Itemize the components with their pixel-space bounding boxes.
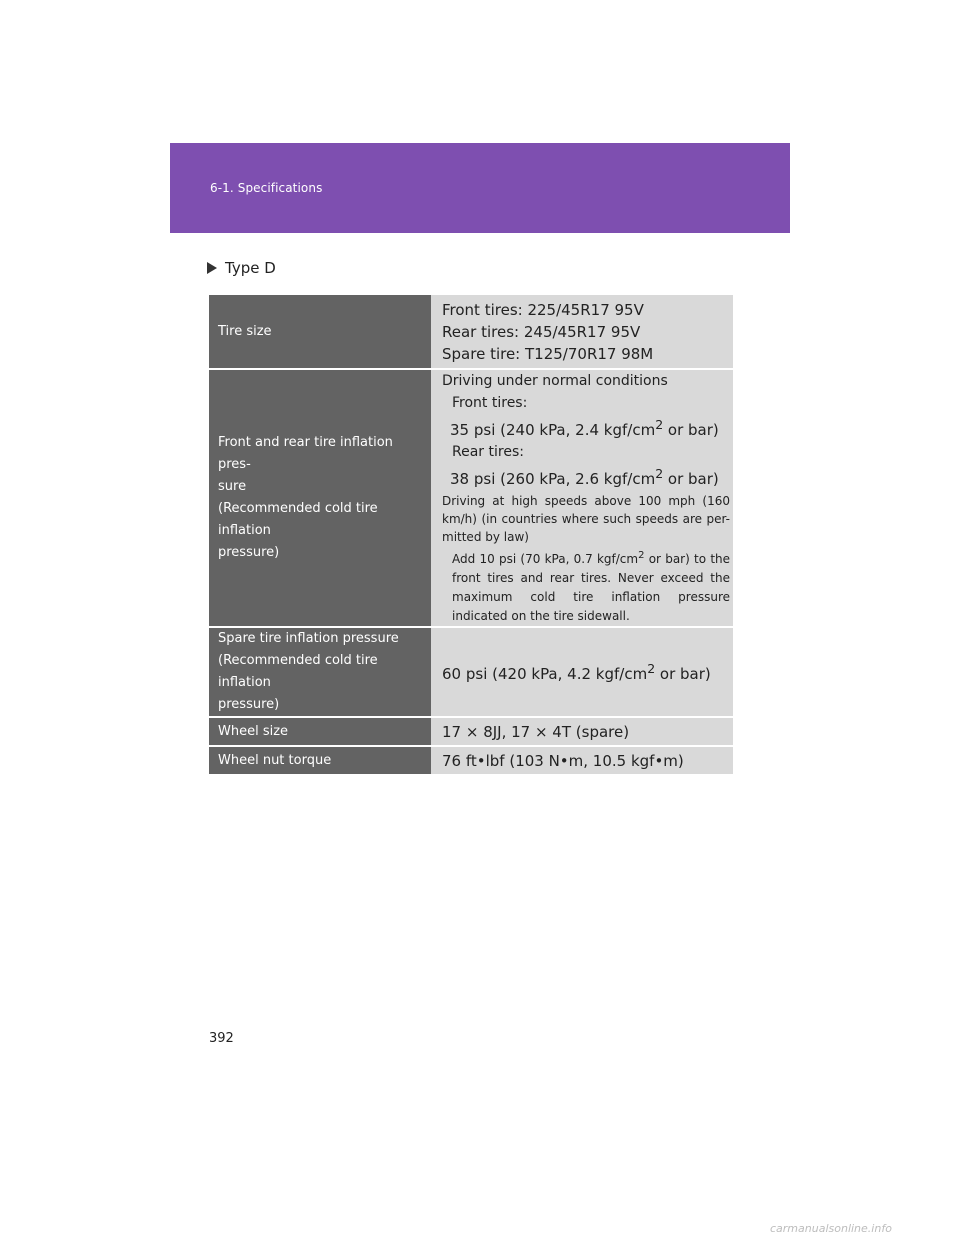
type-heading-label: Type D (225, 259, 276, 277)
front-pressure-text: 35 psi (240 kPa, 2.4 kgf/cm (450, 421, 656, 439)
spare-pressure-label-line: pressure) (218, 697, 280, 712)
watermark: carmanualsonline.info (770, 1222, 892, 1235)
rear-tires-pressure (450, 463, 730, 490)
inflation-label-line: sure (218, 479, 247, 494)
table-row-wheel-nut (209, 746, 733, 775)
front-pressure-suffix: or bar) (663, 421, 719, 439)
section-title: 6-1. Specifications (210, 181, 323, 195)
wheel-size-value: 17 × 8JJ, 17 × 4T (spare) (431, 717, 733, 746)
front-tires-label: Front tires: (452, 395, 528, 411)
superscript: 2 (655, 466, 664, 481)
inflation-value (431, 369, 733, 627)
inflation-label (209, 369, 431, 627)
rear-pressure-suffix: or bar) (663, 470, 719, 488)
high-speed-note-b: or bar) to the front tires and rear tires. Never exceed the maximum cold tire inflation pressure indicated on the tire sidewall. (452, 552, 731, 623)
wheel-size-label: Wheel size (209, 717, 431, 746)
table-row-spare-pressure (209, 627, 733, 717)
tire-size-value (431, 295, 733, 369)
superscript: 2 (638, 550, 645, 561)
spare-pressure-label-line: Spare tire inflation pressure (218, 631, 399, 646)
high-speed-paragraph: Driving at high speeds above 100 mph (160 km/h) (in countries where such speeds are per-mitted by law) (442, 494, 730, 544)
inflation-label-line: (Recommended cold tire inflation (218, 501, 378, 538)
spare-pressure-text: 60 psi (420 kPa, 4.2 kgf/cm (442, 665, 648, 683)
table-row-wheel-size (209, 717, 733, 746)
spare-pressure-label-line: (Recommended cold tire inflation (218, 653, 378, 690)
section-header-band (170, 143, 790, 233)
tire-size-label: Tire size (209, 295, 431, 369)
high-speed-note (450, 546, 730, 626)
table-row-inflation (209, 369, 733, 627)
inflation-label-line: Front and rear tire inflation pres- (218, 435, 393, 472)
normal-conditions-heading: Driving under normal conditions (442, 373, 668, 389)
front-tires-pressure (450, 414, 730, 441)
rear-tires-label: Rear tires: (452, 444, 524, 460)
rear-pressure-text: 38 psi (260 kPa, 2.6 kgf/cm (450, 470, 656, 488)
page-number: 392 (209, 1031, 234, 1046)
tire-spec-table (209, 295, 733, 776)
spare-tire-size: Spare tire: T125/70R17 98M (442, 344, 654, 363)
triangle-arrow-icon (207, 262, 217, 274)
table-row-tire-size (209, 295, 733, 369)
wheel-nut-value: 76 ft•lbf (103 N•m, 10.5 kgf•m) (431, 746, 733, 775)
rear-tire-size: Rear tires: 245/45R17 95V (442, 322, 641, 341)
superscript: 2 (647, 661, 656, 676)
wheel-nut-label: Wheel nut torque (209, 746, 431, 775)
high-speed-note-a: Add 10 psi (70 kPa, 0.7 kgf/cm (452, 552, 639, 566)
front-tire-size: Front tires: 225/45R17 95V (442, 300, 644, 319)
spare-pressure-value (431, 627, 733, 717)
spare-pressure-label (209, 627, 431, 717)
type-heading (207, 259, 276, 277)
inflation-label-line: pressure) (218, 545, 280, 560)
superscript: 2 (655, 417, 664, 432)
spare-pressure-suffix: or bar) (655, 665, 711, 683)
